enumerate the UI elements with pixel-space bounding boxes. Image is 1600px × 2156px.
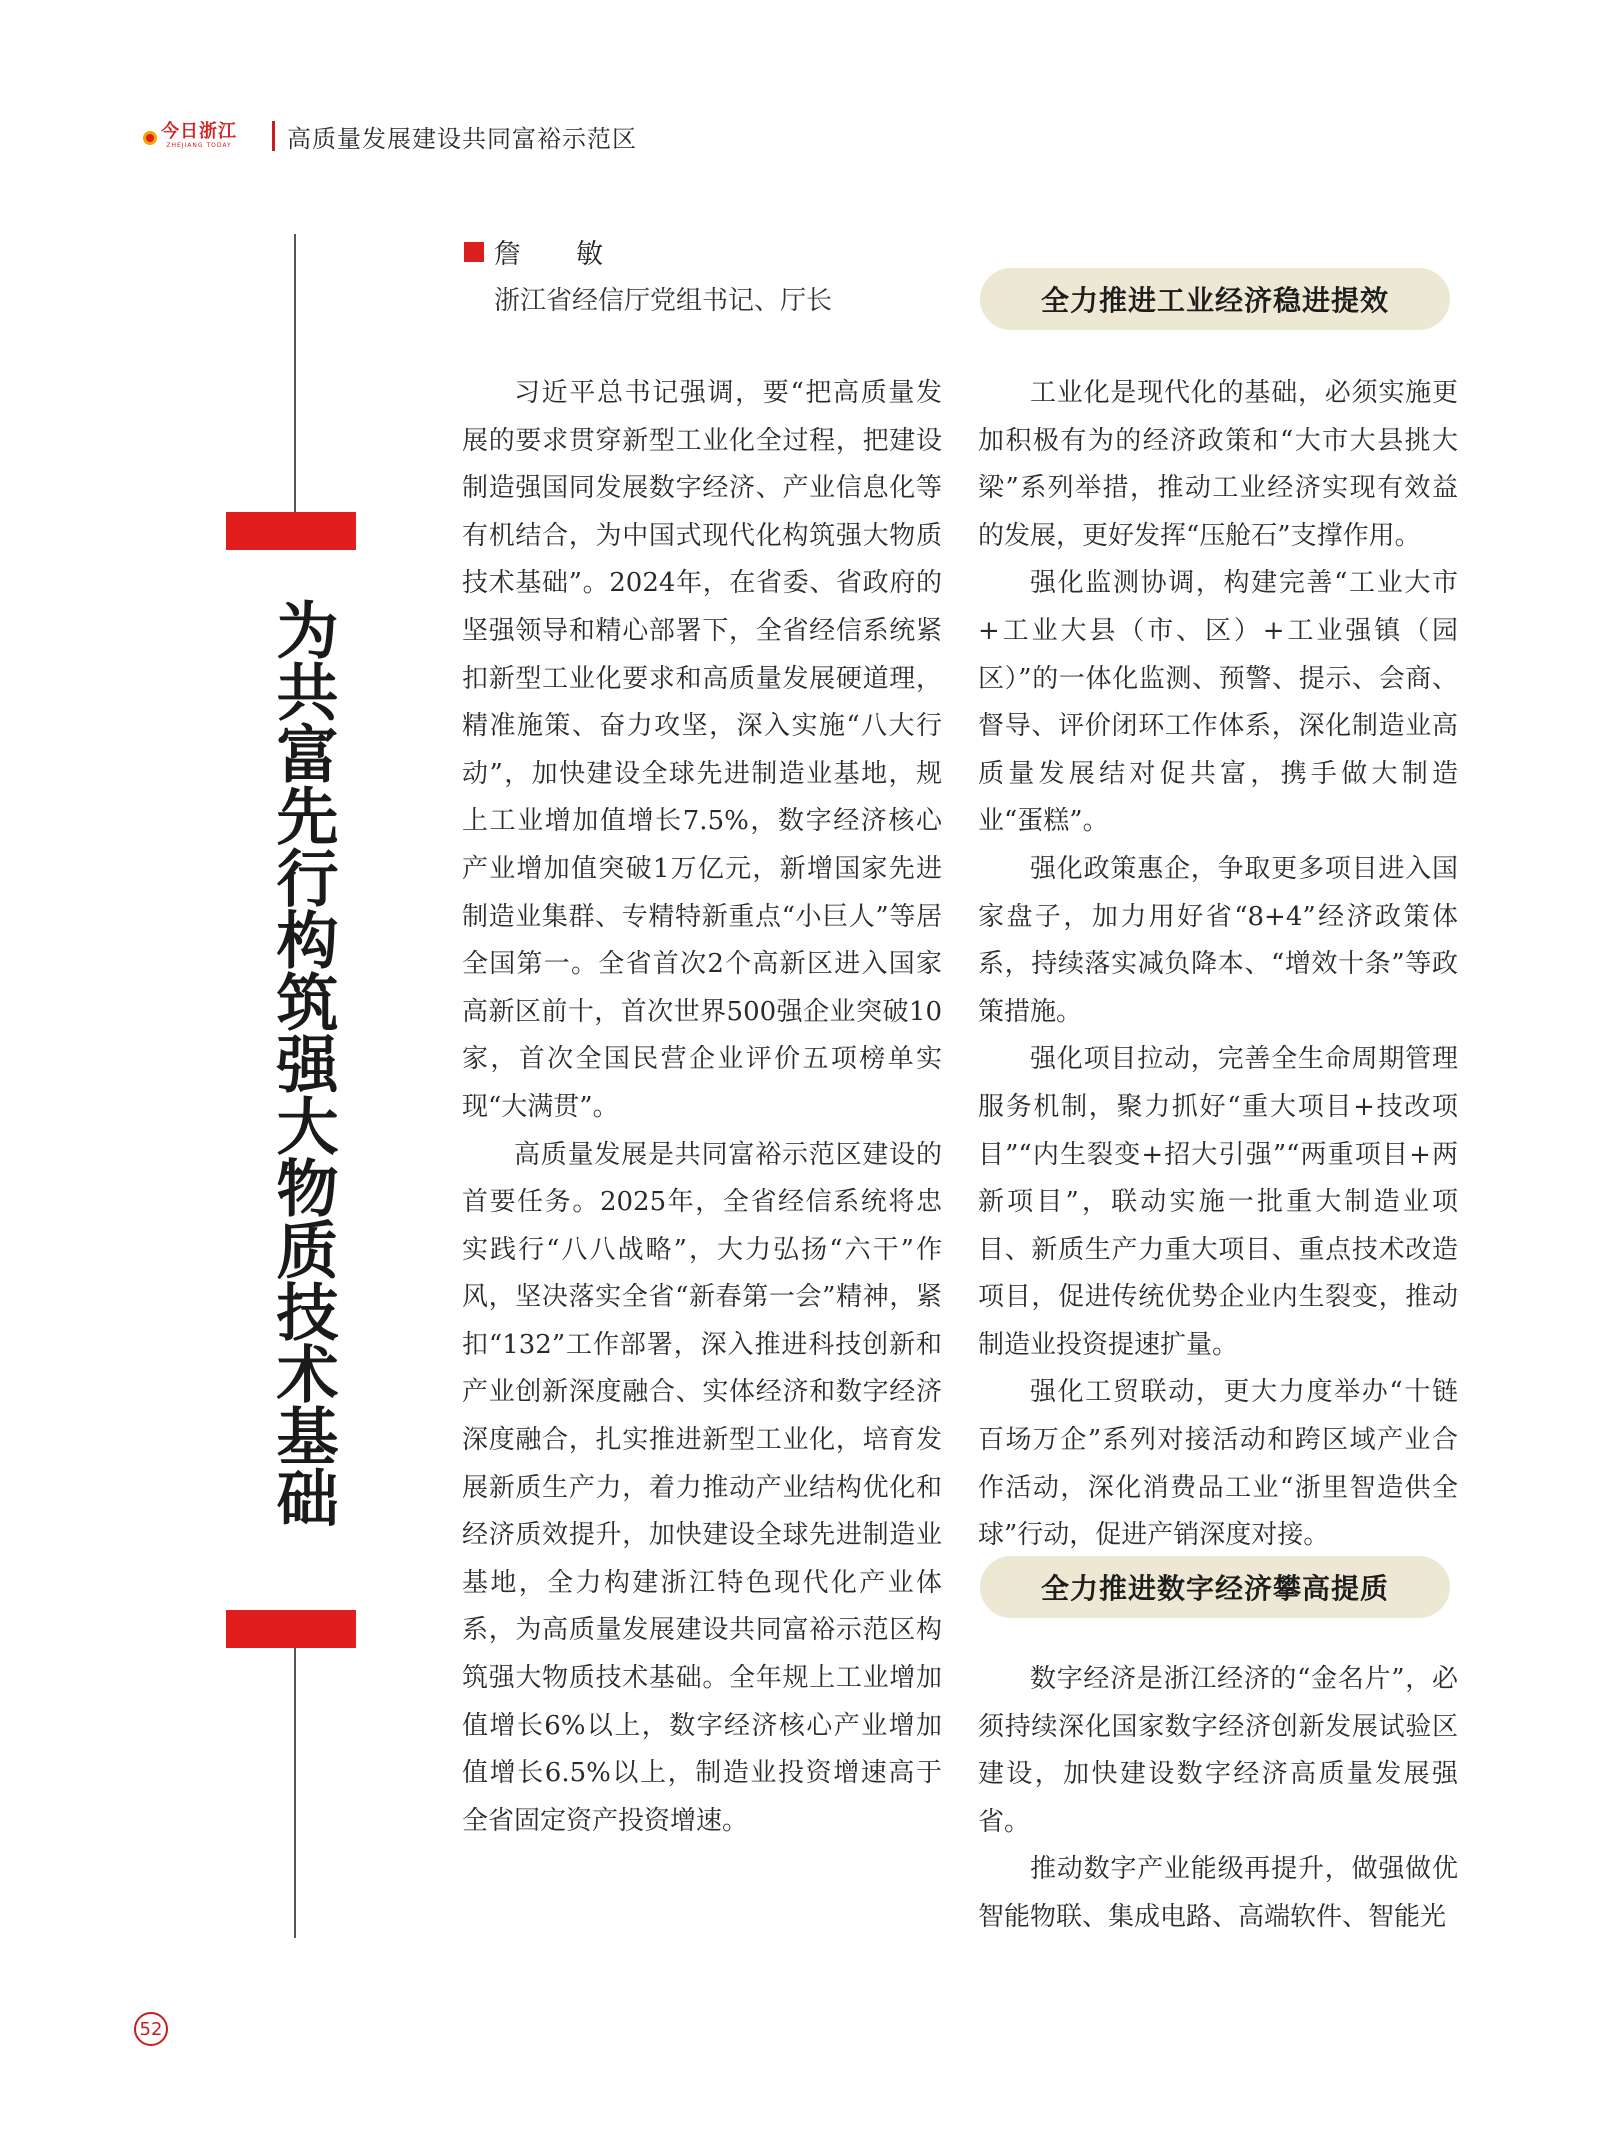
magazine-logo bbox=[140, 122, 258, 150]
right-column-section1 bbox=[978, 370, 1458, 1560]
body-paragraph: 数字经济是浙江经济的“金名片”，必须持续深化国家数字经济创新发展试验区建设，加快建设数字经济高质量发展强省。 bbox=[978, 1664, 1458, 1837]
author-byline bbox=[464, 232, 617, 271]
red-bar-bottom bbox=[226, 1610, 356, 1648]
red-bar-top bbox=[226, 512, 356, 550]
body-paragraph: 强化工贸联动，更大力度举办“十链百场万企”系列对接活动和跨区域产业合作活动，深化消费品工业“浙里智造供全球”行动，促进产销深度对接。 bbox=[978, 1377, 1458, 1551]
body-paragraph: 工业化是现代化的基础，必须实施更加积极有为的经济政策和“大市大县挑大梁”系列举措，推动工业经济实现有效益的发展，更好发挥“压舱石”支撑作用。 bbox=[978, 378, 1458, 551]
red-square-icon bbox=[464, 242, 484, 262]
section-title: 高质量发展建设共同富裕示范区 bbox=[287, 124, 637, 153]
author-name: 詹 敏 bbox=[494, 239, 617, 270]
logo-subtext: ZHEJIANG TODAY bbox=[166, 142, 232, 149]
body-paragraph: 强化政策惠企，争取更多项目进入国家盘子，加力用好省“8+4”经济政策体系，持续落实减负降本、“增效十条”等政策措施。 bbox=[978, 853, 1458, 1027]
logo-text: 今日浙江 bbox=[161, 121, 237, 142]
page-number: 52 bbox=[134, 2012, 168, 2046]
body-paragraph: 习近平总书记强调，要“把高质量发展的要求贯穿新型工业化全过程，把建设制造强国同发展数字经济、产业信息化等有机结合，为中国式现代化构筑强大物质技术基础”。2024年，在省委、省政府的坚强领导和精心部署下，全省经信系统紧扣新型工业化要求和高质量发展硬道理，精准施策、奋力攻坚，深入实施“八大行动”，加快建设全球先进制造业基地，规上工业增加值增长7.5%，数字经济核心产业增加值突破1万亿元，新增国家先进制造业集群、专精特新重点“小巨人”等居全国第一。全省首次2个高新区进入国家高新区前十，首次世界500强企业突破10家，首次全国民营企业评价五项榜单实现“大满贯”。 bbox=[462, 378, 942, 1122]
body-paragraph: 强化项目拉动，完善全生命周期管理服务机制，聚力抓好“重大项目+技改项目”“内生裂变+招大引强”“两重项目+两新项目”，联动实施一批重大制造业项目、新质生产力重大项目、重点技术改造项目，促进传统优势企业内生裂变，推动制造业投资提速扩量。 bbox=[978, 1044, 1458, 1360]
magazine-header bbox=[140, 116, 637, 156]
article-headline: 为共富先行构筑强大物质技术基础 bbox=[266, 598, 339, 1528]
sun-logo-icon bbox=[140, 128, 160, 148]
body-paragraph: 高质量发展是共同富裕示范区建设的首要任务。2025年，全省经信系统将忠实践行“八八战略”，大力弘扬“六干”作风，坚决落实全省“新春第一会”精神，紧扣“132”工作部署，深入推进科技创新和产业创新深度融合、实体经济和数字经济深度融合，扎实推进新型工业化，培育发展新质生产力，着力推动产业结构优化和经济质效提升，加快建设全球先进制造业基地，全力构建浙江特色现代化产业体系，为高质量发展建设共同富裕示范区构筑强大物质技术基础。全年规上工业增加值增长6%以上，数字经济核心产业增加值增长6.5%以上，制造业投资增速高于全省固定资产投资增速。 bbox=[462, 1139, 942, 1836]
vertical-rule-top bbox=[294, 234, 296, 512]
vertical-rule-bottom bbox=[294, 1648, 296, 1938]
right-column-section2 bbox=[978, 1656, 1458, 1942]
section-heading-digital: 全力推进数字经济攀高提质 bbox=[980, 1556, 1450, 1618]
author-title: 浙江省经信厅党组书记、厅长 bbox=[494, 286, 833, 316]
body-paragraph: 强化监测协调，构建完善“工业大市+工业大县（市、区）+工业强镇（园区）”的一体化监测、预警、提示、会商、督导、评价闭环工作体系，深化制造业高质量发展结对促共富，携手做大制造业“蛋糕”。 bbox=[978, 568, 1458, 837]
section-heading-industry: 全力推进工业经济稳进提效 bbox=[980, 268, 1450, 330]
header-divider bbox=[272, 121, 275, 151]
left-column bbox=[462, 370, 942, 1845]
body-paragraph: 推动数字产业能级再提升，做强做优智能物联、集成电路、高端软件、智能光 bbox=[978, 1854, 1458, 1932]
